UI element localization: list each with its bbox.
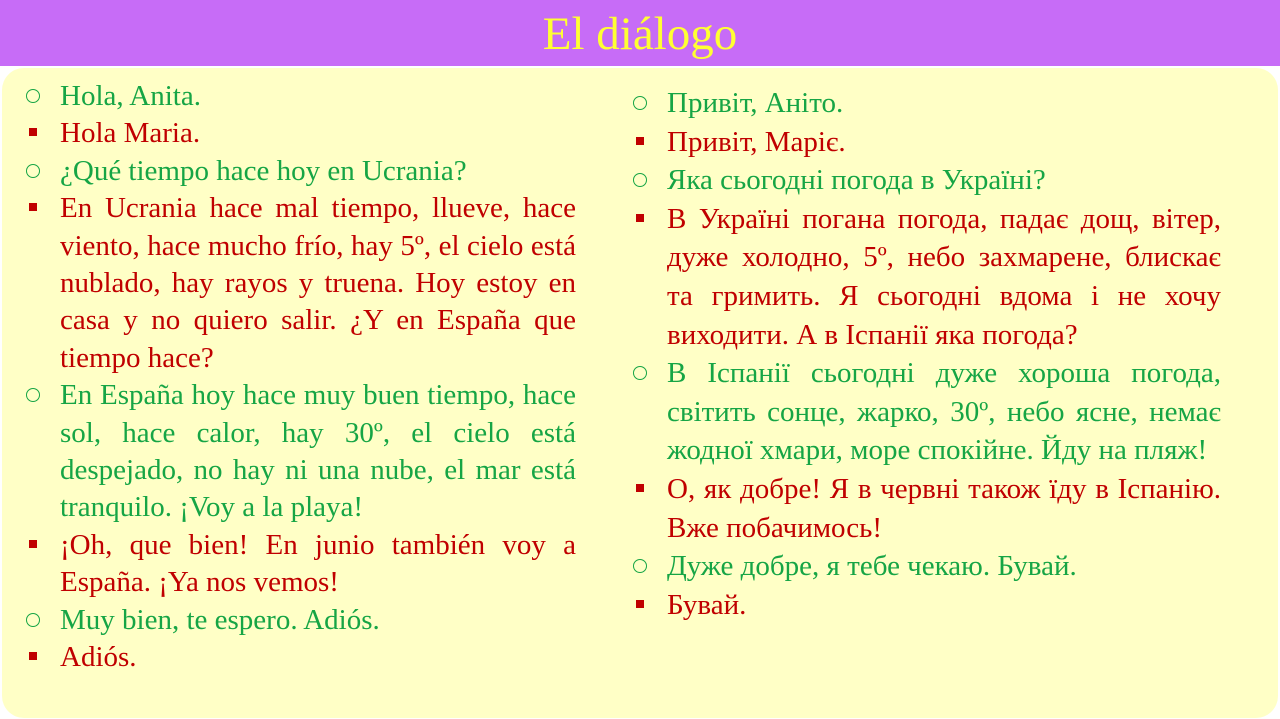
dialogue-line: [625, 200, 1221, 354]
square-bullet-icon: [18, 190, 48, 227]
line-text: ¡Oh, que bien! En junio también voy a España. ¡Ya nos vemos!: [60, 528, 576, 599]
dialogue-line: [18, 639, 576, 676]
square-bullet-icon: [18, 527, 48, 564]
line-text: Hola, Anita.: [60, 80, 201, 112]
line-text: В Україні погана погода, падає дощ, вітер, дуже холодно, 5º, небо захмарене, блискає та гримить. Я сьогодні вдома і не хочу виходити. А в Іспанії яка погода?: [667, 202, 1221, 351]
line-text: Привіт, Маріє.: [667, 125, 846, 158]
square-bullet-icon: [625, 470, 655, 509]
dialogue-line: [18, 527, 576, 602]
ukrainian-dialogue: [625, 84, 1221, 624]
dialogue-line: [625, 470, 1221, 547]
dialogue-line: [625, 161, 1221, 200]
hollow-circle-bullet-icon: [625, 547, 655, 586]
line-text: В Іспанії сьогодні дуже хороша погода, світить сонце, жарко, 30º, небо ясне, немає жодної хмари, море спокійне. Йду на пляж!: [667, 357, 1221, 467]
hollow-circle-bullet-icon: [625, 354, 655, 393]
dialogue-line: [625, 84, 1221, 123]
line-text: О, як добре! Я в червні також їду в Іспанію. Вже побачимось!: [667, 472, 1221, 544]
square-bullet-icon: [18, 639, 48, 676]
slide-title: El diálogo: [542, 8, 738, 60]
square-bullet-icon: [625, 586, 655, 625]
line-text: En Ucrania hace mal tiempo, llueve, hace viento, hace mucho frío, hay 5º, el cielo está nublado, hay rayos y truena. Hoy estoy en casa y no quiero salir. ¿Y en España que tiempo hace?: [60, 192, 576, 374]
line-text: Adiós.: [60, 641, 137, 674]
dialogue-line: [18, 153, 576, 190]
hollow-circle-bullet-icon: [18, 377, 48, 414]
hollow-circle-bullet-icon: [625, 161, 655, 200]
square-bullet-icon: [625, 123, 655, 162]
line-text: Дуже добре, я тебе чекаю. Бувай.: [667, 550, 1077, 583]
dialogue-line: [18, 377, 576, 527]
dialogue-line: [18, 602, 576, 639]
dialogue-line: [625, 547, 1221, 586]
line-text: Бувай.: [667, 588, 747, 621]
dialogue-line: [18, 78, 576, 115]
line-text: ¿Qué tiempo hace hoy en Ucrania?: [60, 154, 467, 187]
square-bullet-icon: [18, 115, 48, 152]
dialogue-line: [18, 190, 576, 377]
line-text: Яка сьогодні погода в Україні?: [667, 164, 1046, 197]
line-text: Muy bien, te espero. Adiós.: [60, 603, 380, 636]
line-text: En España hoy hace muy buen tiempo, hace sol, hace calor, hay 30º, el cielo está despejado, no hay ni una nube, el mar está tranquilo. ¡Voy a la playa!: [60, 379, 576, 524]
dialogue-line: [625, 586, 1221, 625]
hollow-circle-bullet-icon: [18, 602, 48, 639]
hollow-circle-bullet-icon: [625, 84, 655, 123]
hollow-circle-bullet-icon: [18, 153, 48, 190]
line-text: Hola Maria.: [60, 117, 201, 150]
square-bullet-icon: [625, 200, 655, 239]
hollow-circle-bullet-icon: [18, 78, 48, 115]
spanish-dialogue: [18, 78, 576, 677]
line-text: Привіт, Аніто.: [667, 87, 844, 119]
dialogue-line: [625, 123, 1221, 162]
dialogue-line: [18, 115, 576, 152]
dialogue-line: [625, 354, 1221, 470]
